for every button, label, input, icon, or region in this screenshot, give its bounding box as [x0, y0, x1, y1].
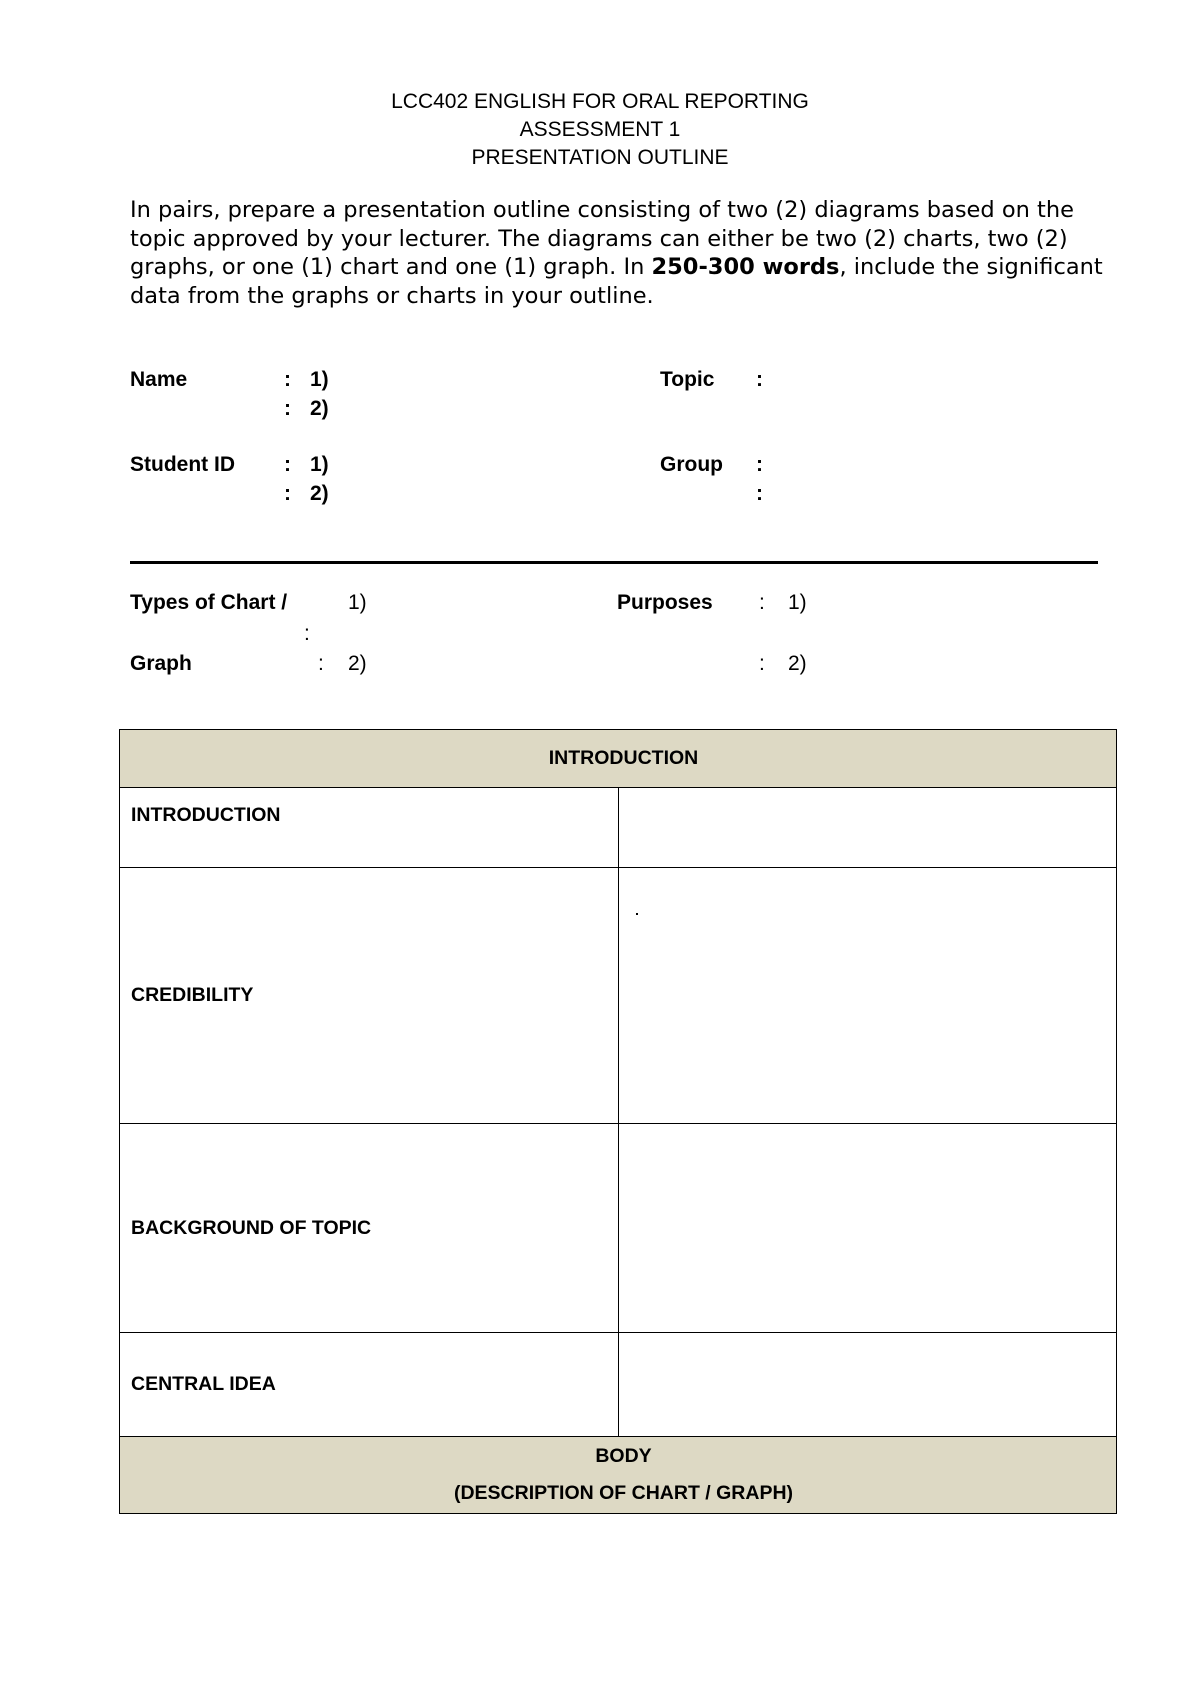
instructions-word-count: 250-300 words: [651, 254, 840, 280]
assessment-title: ASSESSMENT 1: [519, 118, 681, 141]
central-idea-row-label: CENTRAL IDEA: [120, 1333, 619, 1437]
name-field-2[interactable]: 2): [310, 397, 329, 420]
purposes-field-1[interactable]: 1): [788, 591, 807, 614]
purposes-label: Purposes: [617, 591, 713, 614]
central-idea-row-input[interactable]: [618, 1333, 1117, 1437]
outline-table: [119, 729, 1117, 1514]
student-id-label: Student ID: [130, 453, 235, 476]
table-row: [120, 868, 1117, 1124]
name-colon-1: :: [284, 368, 291, 391]
name-colon-2: :: [284, 397, 291, 420]
student-id-field-1[interactable]: 1): [310, 453, 329, 476]
name-field-1[interactable]: 1): [310, 368, 329, 391]
types-label-line2: Graph: [130, 652, 192, 675]
types-field-2[interactable]: 2): [348, 652, 367, 675]
credibility-row-input[interactable]: [618, 868, 1117, 1124]
group-field-2[interactable]: :: [756, 482, 763, 505]
introduction-row-input[interactable]: [618, 788, 1117, 868]
table-row: [120, 1124, 1117, 1333]
student-id-colon-1: :: [284, 453, 291, 476]
background-row-input[interactable]: [618, 1124, 1117, 1333]
group-field-1[interactable]: :: [756, 453, 763, 476]
credibility-row-label: CREDIBILITY: [120, 868, 619, 1124]
types-colon-1: :: [304, 622, 310, 645]
purposes-colon-2: :: [759, 652, 765, 675]
types-field-1[interactable]: 1): [348, 591, 367, 614]
name-label: Name: [130, 368, 188, 391]
background-row-label: BACKGROUND OF TOPIC: [120, 1124, 619, 1333]
stray-dot: [636, 913, 638, 915]
table-row: [120, 1437, 1117, 1514]
introduction-row-label: INTRODUCTION: [120, 788, 619, 868]
body-header-title: BODY: [595, 1445, 652, 1467]
table-row: [120, 788, 1117, 868]
document-title: PRESENTATION OUTLINE: [471, 146, 729, 169]
body-header-subtitle: (DESCRIPTION OF CHART / GRAPH): [453, 1482, 794, 1504]
table-row: [120, 730, 1117, 788]
purposes-colon-1: :: [759, 591, 765, 614]
instructions-paragraph: [130, 196, 1110, 310]
purposes-field-2[interactable]: 2): [788, 652, 807, 675]
student-id-colon-2: :: [284, 482, 291, 505]
course-title: LCC402 ENGLISH FOR ORAL REPORTING: [391, 90, 809, 113]
group-label: Group: [660, 453, 723, 476]
instructions-text-1: In pairs, prepare a presentation outline consisting of two (2) diagrams based on the topic approved by your lecturer. The diagrams can either be two (2) charts, two (2) graphs, or one (1) chart and one (1) graph. In: [130, 197, 1074, 280]
introduction-section-header: INTRODUCTION: [120, 730, 1117, 788]
student-id-field-2[interactable]: 2): [310, 482, 329, 505]
body-section-header: [120, 1437, 1117, 1514]
types-colon-2: :: [318, 652, 324, 675]
types-label-line1: Types of Chart /: [130, 591, 288, 614]
topic-label: Topic: [660, 368, 715, 391]
instructions-text-2: , include the significant data from the graphs or charts in your outline.: [130, 254, 1103, 309]
topic-field[interactable]: :: [756, 368, 763, 391]
section-divider: [130, 561, 1098, 564]
table-row: [120, 1333, 1117, 1437]
